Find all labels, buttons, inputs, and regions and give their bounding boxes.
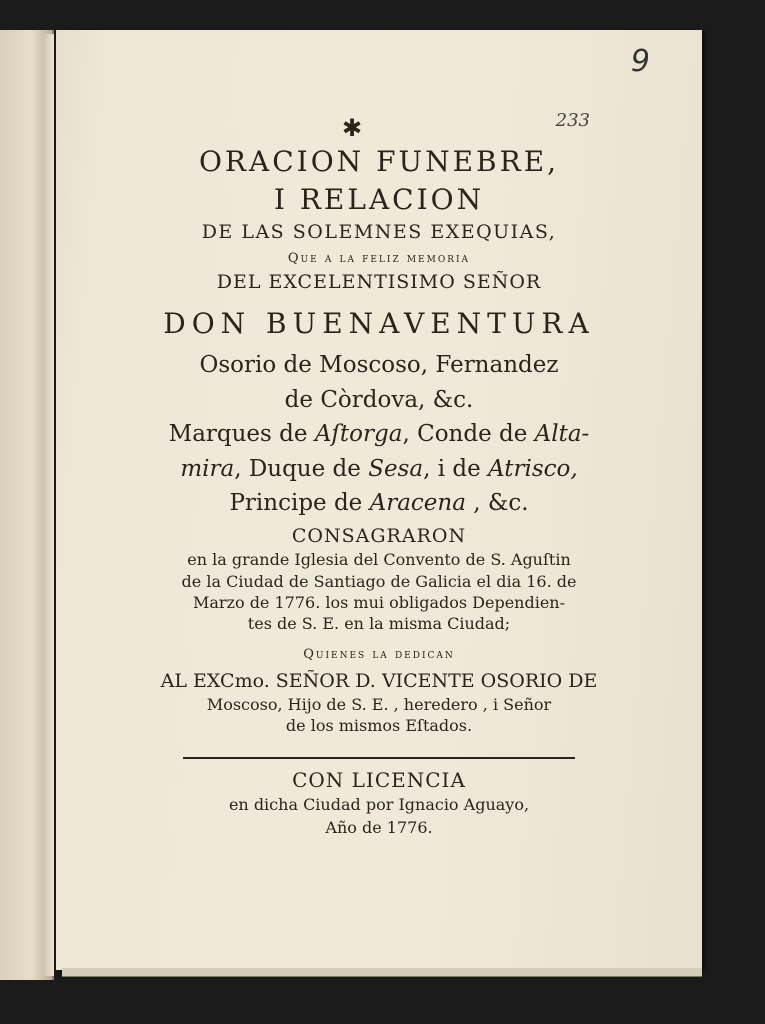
title-line-2: I RELACION: [273, 183, 485, 217]
title-line-4: Que a la feliz memoria: [287, 251, 471, 267]
dedicatee-line-1: AL EXCmo. SEÑOR D. VICENTE OSORIO DE: [160, 669, 598, 692]
body-line: Marzo de 1776. los mui obligados Dependien-: [192, 593, 566, 612]
dedication-heading: Quienes la dedican: [303, 646, 455, 662]
place-altamira: Alta-: [534, 421, 590, 448]
subject-surname: Osorio de Moscoso, Fernandez: [199, 352, 559, 379]
horizontal-rule: [183, 757, 575, 759]
titles-text: , Duque de: [234, 455, 369, 482]
dedicatee-line-3: de los mismos Eſtados.: [285, 715, 473, 735]
body-line: en la grande Iglesia del Convento de S. Aguſtin: [187, 550, 571, 570]
titles-line-1: [96, 421, 662, 447]
ornament-icon: ✱: [342, 114, 363, 142]
body-line: tes de S. E. en la misma Ciudad;: [247, 614, 511, 634]
titles-line-2: [96, 456, 662, 482]
place-astorga: Aſtorga: [314, 421, 403, 448]
titles-text: , &c.: [465, 489, 529, 516]
imprint-licence: CON LICENCIA: [292, 768, 466, 793]
titles-text: Marques de: [168, 421, 315, 448]
titles-line-3: [96, 490, 662, 516]
body-line: de la Ciudad de Santiago de Galicia el dia 16. de: [181, 571, 577, 591]
place-altamira-cont: mira: [180, 455, 235, 482]
pencil-page-number: 233: [555, 110, 590, 131]
imprint-year: Año de 1776.: [325, 817, 433, 837]
page-bottom-edge: [62, 968, 702, 977]
title-block: [96, 142, 662, 837]
place-sesa: Sesa: [368, 455, 424, 482]
subject-surname-cont: de Còrdova, &c.: [284, 386, 474, 413]
dedicatee-line-2: Moscoso, Hijo de S. E. , heredero , i Señor: [206, 694, 552, 714]
titles-text: , i de: [423, 455, 489, 482]
subject-name: DON BUENAVENTURA: [163, 307, 595, 340]
imprint-printer: en dicha Ciudad por Ignacio Aguayo,: [228, 795, 530, 815]
place-atrisco: Atrisco,: [488, 455, 578, 482]
place-aracena: Aracena: [369, 489, 466, 516]
title-line-1: ORACION FUNEBRE,: [198, 145, 560, 178]
title-line-5: DEL EXCELENTISIMO SEÑOR: [216, 271, 542, 294]
titles-text: , Conde de: [402, 421, 535, 448]
folio-number: 9: [630, 44, 650, 79]
consagraron-heading: CONSAGRARON: [291, 525, 467, 548]
title-page: [56, 30, 702, 970]
left-page-edge: [44, 34, 54, 976]
title-line-3: DE LAS SOLEMNES EXEQUIAS,: [201, 221, 557, 244]
titles-text: Principe de: [229, 489, 370, 516]
